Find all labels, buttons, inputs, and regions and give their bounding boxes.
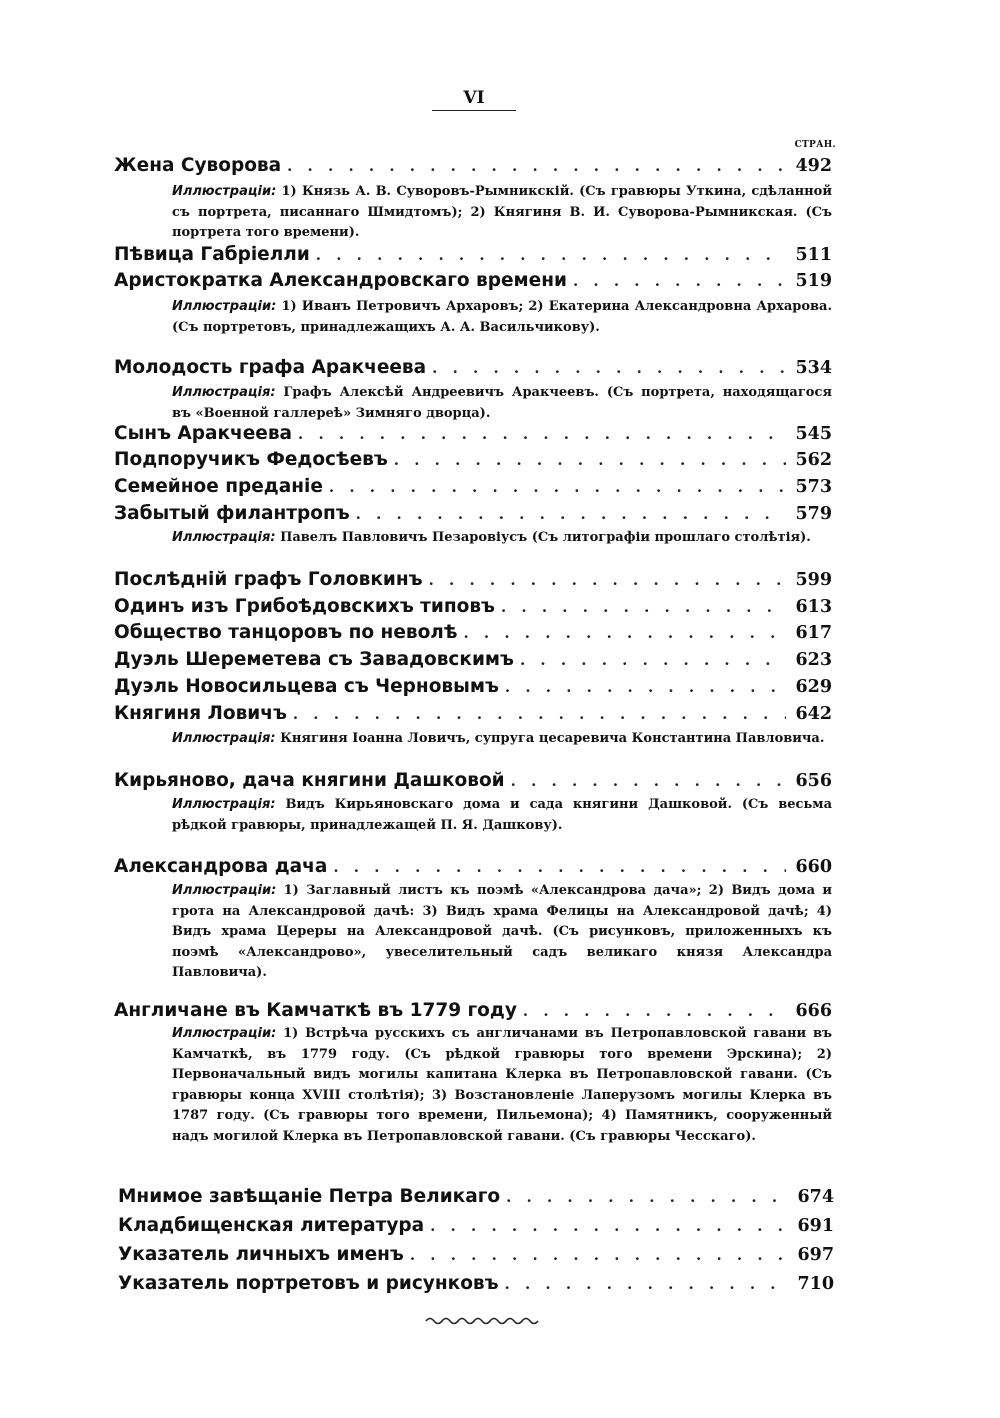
illustration-note	[172, 528, 832, 549]
toc-entry	[114, 703, 832, 724]
toc-entry	[114, 569, 832, 590]
illustration-text: Графъ Алексѣй Андреевичъ Аракчеевъ. (Съ портрета, находящагося въ «Военной галлереѣ» Зимняго дворца).	[172, 385, 832, 421]
entry-page: 562	[795, 450, 832, 470]
entry-page: 599	[795, 570, 832, 590]
illustration-label: Иллюстраціи:	[172, 1026, 277, 1041]
illustration-text: 1) Встрѣча русскихъ съ англичанами въ Петропавловской гавани въ Камчаткѣ, въ 1779 году. (Съ рѣдкой гравюры того времени Эрскина); 2) Первоначальный видъ могилы капитана Клерка въ Петропавловской гавани. (Съ гравюры конца XVIII столѣтія); 3) Возстановленіе Лаперузомъ могилы Клерка въ 1787 году. (Съ гравюры того времени, Пильемона); 4) Памятникъ, сооруженный надъ могилой Клерка въ Петропавловской гавани. (Съ гравюры Чесскаго).	[172, 1026, 832, 1144]
entry-title: Кирьяново, дача княгини Дашковой	[114, 770, 505, 791]
entry-page: 613	[795, 597, 832, 617]
entry-title: Молодость графа Аракчеева	[114, 357, 427, 378]
toc-entry	[118, 1244, 834, 1265]
entry-title: Забытый филантропъ	[114, 503, 350, 524]
illustration-note	[172, 297, 832, 338]
illustration-label: Иллюстрація:	[172, 385, 276, 400]
leader-dots	[333, 858, 786, 876]
entry-page: 617	[795, 623, 832, 643]
toc-entry	[114, 596, 832, 617]
toc-entry	[114, 423, 832, 444]
illustration-label: Иллюстрація:	[172, 797, 276, 812]
leader-dots	[505, 678, 786, 696]
illustration-note	[172, 1024, 832, 1147]
leader-dots	[410, 1246, 788, 1264]
entry-title: Жена Суворова	[114, 155, 282, 176]
illustration-note	[172, 383, 832, 424]
entry-page: 691	[797, 1216, 834, 1236]
toc-entry	[114, 622, 832, 643]
entry-page: 545	[795, 424, 832, 444]
toc-entry	[114, 676, 832, 697]
leader-dots	[329, 478, 786, 496]
toc-entry	[114, 449, 832, 470]
leader-dots	[501, 598, 786, 616]
toc-entry	[114, 1000, 832, 1021]
leader-dots	[505, 1275, 788, 1293]
leader-dots	[573, 272, 786, 290]
toc-entry	[118, 1186, 834, 1207]
entry-page: 573	[795, 477, 832, 497]
illustration-text: 1) Иванъ Петровичъ Архаровъ; 2) Екатерина Александровна Архарова. (Съ портретовъ, принадлежащихъ А. А. Васильчикову).	[172, 299, 833, 335]
folio-rule	[432, 110, 516, 111]
entry-title: Общество танцоровъ по неволѣ	[114, 622, 458, 643]
entry-title: Александрова дача	[114, 856, 328, 877]
page-column-label: СТРАН.	[794, 140, 836, 150]
entry-page: 623	[795, 650, 832, 670]
illustration-note	[172, 881, 832, 984]
toc-entry	[118, 1273, 834, 1294]
illustration-text: Павелъ Павловичъ Пезаровіусъ (Съ литографіи прошлаго столѣтія).	[280, 530, 811, 545]
toc-entry	[114, 244, 832, 265]
illustration-text: 1) Заглавный листъ къ поэмѣ «Александрова дача»; 2) Видъ дома и грота на Александровой дачѣ: 3) Видъ храма Фелицы на Александровой дачѣ; 4) Видъ храма Цереры на Александровой дачѣ. (Съ рисунковъ, приложенныхъ къ поэмѣ «Александрово», увеселительный садъ великаго князя Александра Павловича).	[172, 883, 832, 980]
entry-page: 511	[795, 245, 832, 265]
entry-title: Подпоручикъ Федосѣевъ	[114, 449, 388, 470]
toc-entry	[118, 1215, 834, 1236]
illustration-label: Иллюстрація:	[172, 731, 276, 746]
leader-dots	[429, 571, 786, 589]
leader-dots	[430, 1217, 788, 1235]
illustration-label: Иллюстраціи:	[172, 299, 277, 314]
entry-title: Сынъ Аракчеева	[114, 423, 293, 444]
toc-entry	[114, 357, 832, 378]
entry-page: 642	[795, 704, 832, 724]
leader-dots	[523, 1002, 786, 1020]
leader-dots	[356, 505, 786, 523]
illustration-text: Видъ Кирьяновскаго дома и сада княгини Дашковой. (Съ весьма рѣдкой гравюры, принадлежащей П. Я. Дашкову).	[172, 797, 832, 833]
entry-page: 660	[795, 857, 832, 877]
entry-page: 710	[797, 1274, 834, 1294]
entry-title: Одинъ изъ Грибоѣдовскихъ типовъ	[114, 596, 495, 617]
toc-entry	[114, 770, 832, 791]
entry-title: Пѣвица Габріелли	[114, 244, 310, 265]
illustration-label: Иллюстраціи:	[172, 883, 277, 898]
entry-title: Кладбищенская литература	[118, 1215, 425, 1236]
entry-page: 534	[795, 358, 832, 378]
leader-dots	[520, 651, 786, 669]
entry-page: 666	[795, 1001, 832, 1021]
toc-entry	[114, 649, 832, 670]
entry-title: Мнимое завѣщаніе Петра Великаго	[118, 1186, 501, 1207]
entry-page: 656	[795, 771, 832, 791]
page-number: VI	[463, 88, 485, 108]
entry-page: 697	[797, 1245, 834, 1265]
entry-page: 629	[795, 677, 832, 697]
entry-title: Княгиня Ловичъ	[114, 703, 287, 724]
entry-title: Дуэль Новосильцева съ Черновымъ	[114, 676, 499, 697]
entry-title: Семейное преданіе	[114, 476, 323, 497]
leader-dots	[394, 451, 786, 469]
toc-entry	[114, 270, 832, 291]
leader-dots	[432, 359, 786, 377]
leader-dots	[511, 772, 786, 790]
toc-entry	[114, 476, 832, 497]
entry-title: Англичане въ Камчаткѣ въ 1779 году	[114, 1000, 517, 1021]
entry-page: 579	[795, 504, 832, 524]
entry-title: Аристократка Александровскаго времени	[114, 270, 567, 291]
ornament-divider	[424, 1315, 540, 1327]
illustration-note	[172, 182, 832, 244]
entry-title: Указатель личныхъ именъ	[118, 1244, 404, 1265]
entry-title: Послѣдній графъ Головкинъ	[114, 569, 423, 590]
toc-entry	[114, 856, 832, 877]
leader-dots	[506, 1188, 788, 1206]
entry-page: 492	[795, 156, 832, 176]
leader-dots	[298, 425, 786, 443]
entry-page: 519	[795, 271, 832, 291]
illustration-note	[172, 729, 832, 750]
leader-dots	[287, 157, 786, 175]
illustration-label: Иллюстраціи:	[172, 184, 277, 199]
toc-entry	[114, 155, 832, 176]
entry-title: Дуэль Шереметева съ Завадовскимъ	[114, 649, 514, 670]
illustration-text: 1) Князь А. В. Суворовъ-Рымникскій. (Съ гравюры Уткина, сдѣланной съ портрета, писаннаго Шмидтомъ); 2) Княгиня В. И. Суворова-Рымникская. (Съ портрета того времени).	[172, 184, 832, 240]
leader-dots	[293, 705, 786, 723]
leader-dots	[316, 246, 786, 264]
entry-title: Указатель портретовъ и рисунковъ	[118, 1273, 499, 1294]
illustration-text: Княгиня Іоанна Ловичъ, супруга цесаревича Константина Павловича.	[280, 731, 825, 746]
leader-dots	[463, 624, 786, 642]
illustration-label: Иллюстрація:	[172, 530, 276, 545]
entry-page: 674	[797, 1187, 834, 1207]
illustration-note	[172, 795, 832, 836]
toc-entry	[114, 503, 832, 524]
